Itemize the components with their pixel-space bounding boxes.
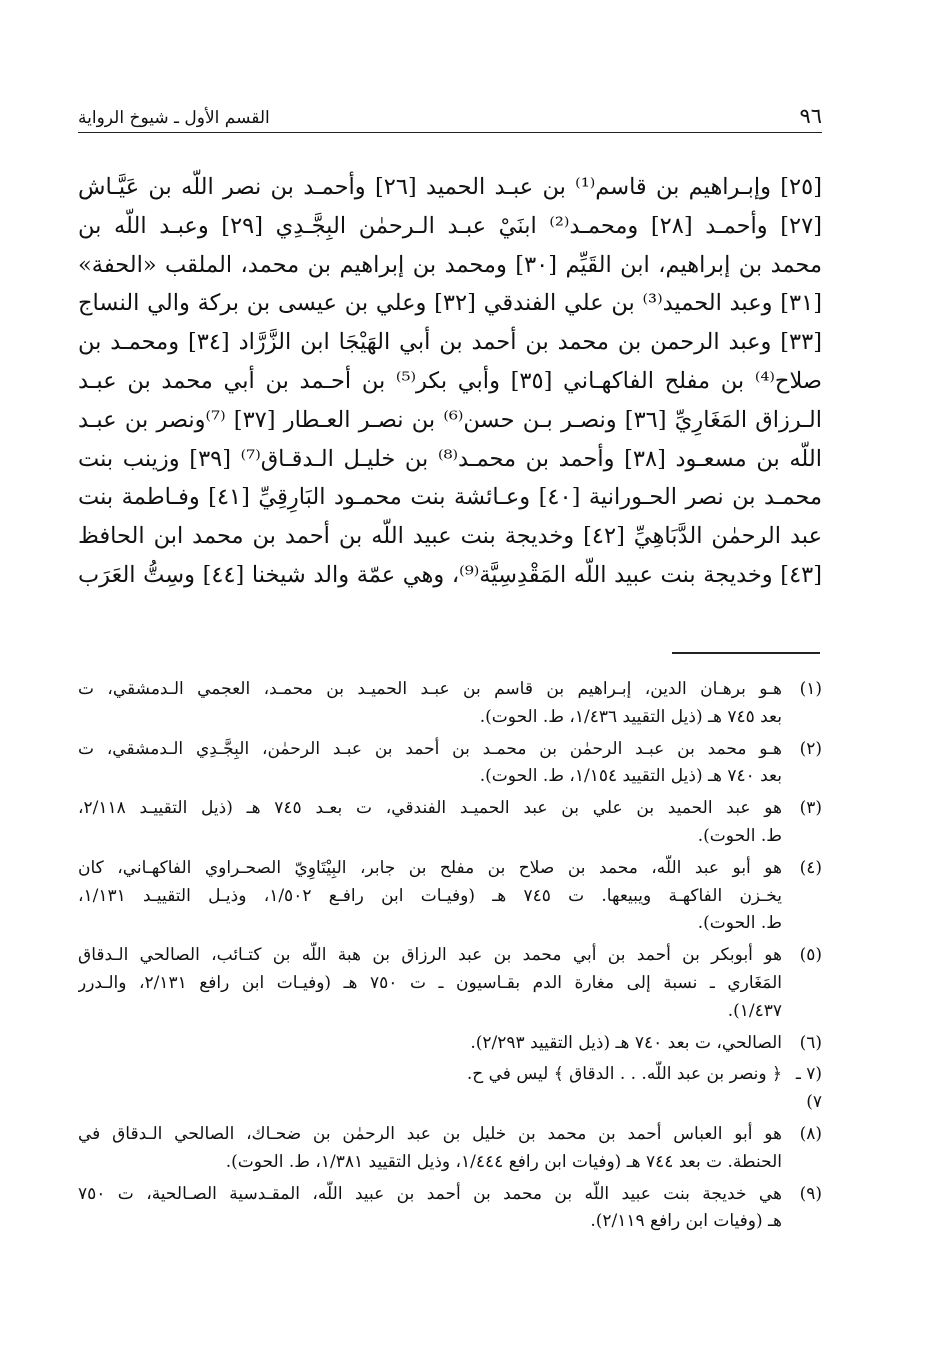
footnote-number: (٥)	[799, 945, 822, 966]
footnote-line: الحنطة. ت بعد ٧٤٤ هـ (وفيات ابن رافع ١/٤٤٤، وذيل التقييد ١/٣٨١، ط. الحوت).	[225, 1151, 782, 1172]
page-header	[78, 94, 822, 133]
footnote	[78, 1121, 822, 1177]
footnote-line: ط. الحوت).	[697, 913, 782, 934]
footnote-number: (٢)	[799, 738, 822, 759]
main-text-line: [٢٧] وأحمـد [٢٨] ومحمـد⁽²⁾ ابنَيْ عبـد الـرحمٰن البِجَّـدِي [٢٩] وعبـد اللّه بن	[78, 212, 822, 239]
main-text-line: [٣١] وعبد الحميد⁽³⁾ بن علي الفندقي [٣٢] وعلي بن عيسى بن بركة والي النساج	[78, 290, 822, 317]
footnote-number: (٦)	[799, 1032, 822, 1053]
main-text-line: محمـد بن نصر الحـورانية [٤٠] وعـائشة بنت محمـود البَارِقِيِّ [٤١] وفـاطمة بنت	[78, 484, 822, 511]
main-text-line: الـرزاق المَغَارِيِّ [٣٦] ونصـر بـن حسن⁽⁶⁾ بن نصـر العـطار [٣٧] ⁽⁷⁾ونصر بن عبـد	[78, 406, 822, 433]
main-text-line: [٤٣] وخديجة بنت عبيد اللّه المَقْدِسِيَّة⁽⁹⁾، وهي عمّة والد شيخنا [٤٤] وسِتُّ العَرَب	[78, 561, 822, 588]
footnote-line: هو عبد الحميد بن علي بن عبد الحميـد الفندقي، ت بعـد ٧٤٥ هـ (ذيل التقييـد ٢/١١٨،	[78, 798, 782, 819]
footnote-line: هو أبو عبد اللّه، محمد بن صلاح بن مفلح بن جابر، البِيْتَاوِيّ الصحـراوي الفاكهـاني، كان	[78, 857, 782, 878]
footnote-line: هي خديجة بنت عبيد اللّه بن محمد بن أحمد بن عبيد اللّه، المقـدسية الصـالحية، ت ٧٥٠	[78, 1183, 782, 1204]
main-text	[78, 168, 822, 595]
footnote-line: ١/٤٣٧).	[727, 1000, 782, 1021]
footnote-number: (٨)	[799, 1123, 822, 1144]
page-number: ٩٦	[799, 104, 822, 128]
main-text-line: محمد بن إبراهيم، ابن القَيِّم [٣٠] ومحمد بن إبراهيم بن محمد، الملقب «الحفة»	[78, 251, 822, 278]
main-text-line: عبد الرحمٰن الدَّبَاهِيِّ [٤٢] وخديجة بنت عبيد اللّه بن أحمد بن محمد ابن الحافظ	[78, 523, 822, 550]
footnotes	[78, 676, 822, 1240]
main-text-line: اللّه بن مسعـود [٣٨] وأحمد بن محمـد⁽⁸⁾ بن خليـل الـدقـاق⁽⁷⁾ [٣٩] وزينب بنت	[78, 445, 822, 472]
main-text-line: [٢٥] وإبـراهيم بن قاسم⁽¹⁾ بن عبـد الحميد [٢٦] وأحمـد بن نصر اللّه بن عَيَّـاش	[78, 174, 822, 200]
footnote-line: يخـزن الفاكهـة ويبيعها. ت ٧٤٥ هـ (وفيـات ابن رافـع ١/٥٠٢، وذيـل التقييـد ١/١٣١،	[78, 885, 782, 906]
footnote-line: هـ (وفيات ابن رافع ٢/١١٩).	[590, 1211, 782, 1232]
footnote-line: هو أبوبكر بن أحمد بن أبي محمد بن عبد الرزاق بن هبة اللّه بن كتـائب، الصالحي الـدقاق	[78, 945, 782, 966]
footnote-number: (٩)	[799, 1183, 822, 1204]
main-text-line: صلاح⁽⁴⁾ بن مفلح الفاكهـاني [٣٥] وأبي بكر⁽⁵⁾ بن أحـمد بن أبي محمد بن عبـد	[78, 367, 822, 394]
footnote-line: ﴿ ونصر بن عبد اللّه. . . الدقاق ﴾ ليس في ح.	[466, 1064, 782, 1085]
footnote-line: هو أبو العباس أحمد بن محمد بن خليل بن عبد الرحمٰن بن ضحـاك، الصالحي الـدقاق في	[78, 1123, 782, 1144]
footnote-line: بعد ٧٤٥ هـ (ذيل التقييد ١/٤٣٦، ط. الحوت).	[479, 706, 782, 727]
footnote-separator	[672, 652, 820, 654]
footnote-line: هـو برهـان الدين، إبـراهيم بن قاسم بن عبـد الحميـد بن محمـد، العجمي الـدمشقي، ت	[78, 679, 782, 699]
footnote	[78, 736, 822, 792]
footnote-number: (٣)	[799, 798, 822, 819]
footnote-line: الصالحي، ت بعد ٧٤٠ هـ (ذيل التقييد ٢/٢٩٣).	[470, 1032, 782, 1053]
running-title: القسم الأول ـ شيوخ الرواية	[78, 108, 270, 128]
footnote-number: (٤)	[799, 857, 822, 878]
footnote	[78, 1181, 822, 1237]
main-text-line: [٣٣] وعبد الرحمن بن محمد بن أحمد بن أبي الهَيْجَا ابن الزَّرَّاد [٣٤] ومحمـد بن	[78, 329, 822, 356]
footnote-number: (٧ ـ ٧)	[795, 1064, 822, 1113]
footnote	[78, 795, 822, 851]
footnote-line: ط. الحوت).	[697, 825, 782, 846]
footnote-line: المَغَاري ـ نسبة إلى مغارة الدم بقـاسيون ـ ت ٧٥٠ هـ (وفيـات ابن رافع ٢/١٣١، والـدرر	[78, 972, 782, 993]
footnote-line: هـو محمد بن عبـد الرحمٰن بن محمـد بن أحمد بن عبـد الرحمٰن، البِجَّـدِي الـدمشقي، ت	[78, 738, 782, 759]
footnote	[78, 1030, 822, 1058]
footnote-line: بعد ٧٤٠ هـ (ذيل التقييد ١/١٥٤، ط. الحوت).	[479, 766, 782, 787]
footnote	[78, 855, 822, 938]
footnote-number: (١)	[799, 679, 822, 699]
footnote	[78, 676, 822, 732]
footnote	[78, 1061, 822, 1117]
footnote	[78, 942, 822, 1025]
